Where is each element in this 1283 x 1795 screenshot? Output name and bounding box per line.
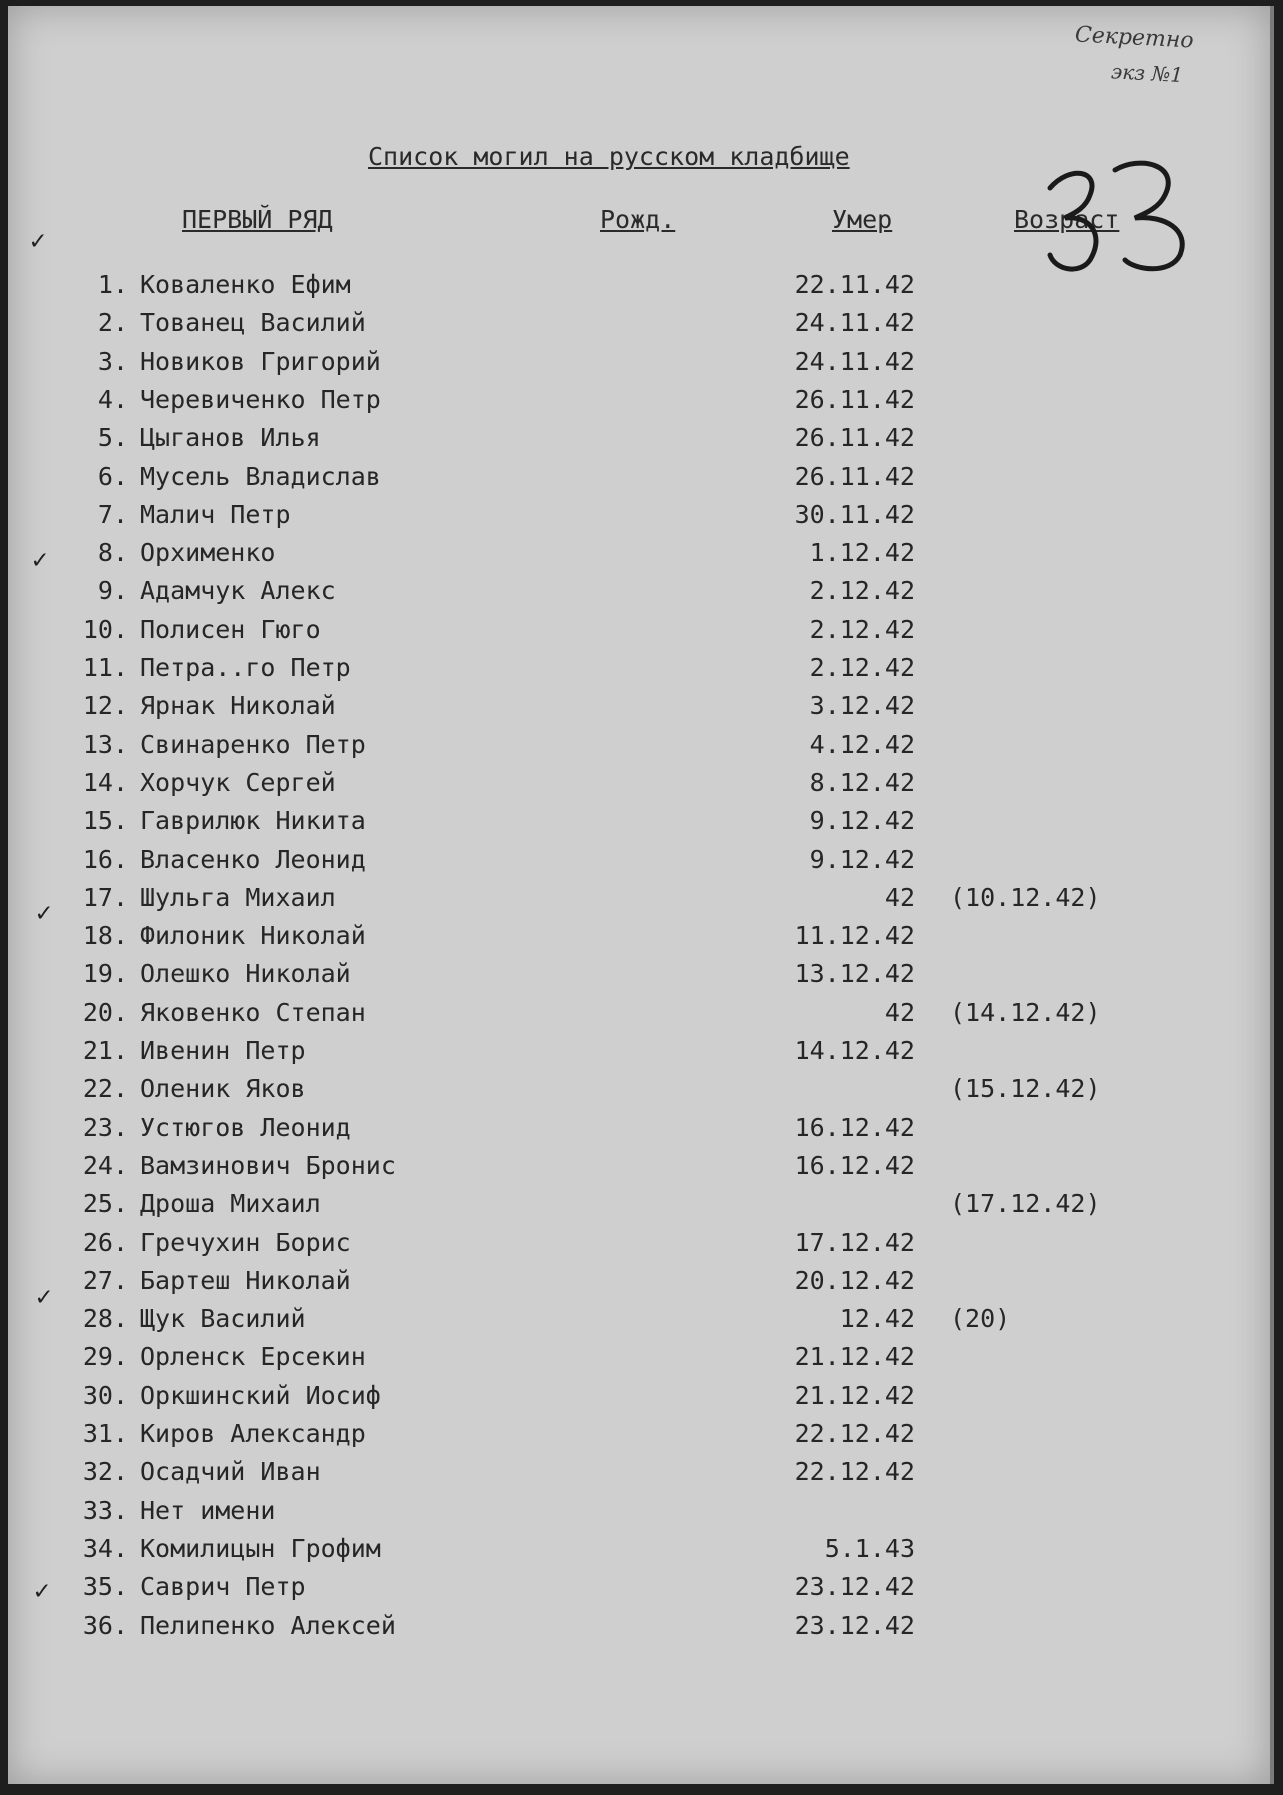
- entry-name: Филоник Николай: [140, 921, 366, 950]
- entry-name: Цыганов Илья: [140, 423, 321, 452]
- entry-name: Саврич Петр: [140, 1572, 306, 1601]
- entry-name: Власенко Леонид: [140, 845, 366, 874]
- entry-died-date: 26.11.42: [794, 423, 915, 452]
- entry-name: Ивенин Петр: [140, 1036, 306, 1065]
- entry-number: 25.: [82, 1189, 128, 1218]
- entry-number: 28.: [82, 1304, 128, 1333]
- entry-died-date: 1.12.42: [809, 538, 915, 567]
- entry-name: Свинаренко Петр: [140, 730, 366, 759]
- entry-number: 22.: [82, 1074, 128, 1103]
- entry-number: 3.: [97, 347, 128, 376]
- entry-died-date: 42: [884, 883, 915, 912]
- entry-note: (17.12.42): [950, 1189, 1101, 1218]
- entry-died-date: 4.12.42: [809, 730, 915, 759]
- entry-name: Нет имени: [140, 1496, 276, 1525]
- column-header-age: Возраст: [1014, 205, 1120, 234]
- entry-name: Вамзинович Бронис: [140, 1151, 396, 1180]
- entry-note: (15.12.42): [950, 1074, 1101, 1103]
- entry-number: 7.: [97, 500, 128, 529]
- entry-number: 18.: [82, 921, 128, 950]
- entry-died-date: 23.12.42: [794, 1572, 915, 1601]
- entry-number: 20.: [82, 998, 128, 1027]
- entry-number: 21.: [82, 1036, 128, 1065]
- column-header-born: Рожд.: [600, 205, 676, 234]
- entry-name: Пелипенко Алексей: [140, 1611, 396, 1640]
- entry-number: 8.: [97, 538, 128, 567]
- entry-name: Гаврилюк Никита: [140, 806, 366, 835]
- entry-died-date: 20.12.42: [794, 1266, 915, 1295]
- entry-name: Оленик Яков: [140, 1074, 306, 1103]
- entry-died-date: 13.12.42: [794, 959, 915, 988]
- entry-died-date: 5.1.43: [824, 1534, 915, 1563]
- entry-died-date: 2.12.42: [809, 615, 915, 644]
- entry-died-date: 14.12.42: [794, 1036, 915, 1065]
- entry-died-date: 8.12.42: [809, 768, 915, 797]
- entry-died-date: 22.11.42: [794, 270, 915, 299]
- entry-number: 14.: [82, 768, 128, 797]
- entry-number: 30.: [82, 1381, 128, 1410]
- entry-died-date: 2.12.42: [809, 576, 915, 605]
- entry-name: Шульга Михаил: [140, 883, 336, 912]
- entry-name: Мусель Владислав: [140, 462, 381, 491]
- entry-died-date: 2.12.42: [809, 653, 915, 682]
- entry-number: 17.: [82, 883, 128, 912]
- entry-number: 34.: [82, 1534, 128, 1563]
- entry-died-date: 26.11.42: [794, 385, 915, 414]
- check-mark-icon: ✓: [30, 226, 46, 256]
- entry-died-date: 16.12.42: [794, 1113, 915, 1142]
- entry-number: 5.: [97, 423, 128, 452]
- entry-died-date: 9.12.42: [809, 845, 915, 874]
- entry-number: 35.: [82, 1572, 128, 1601]
- entry-died-date: 21.12.42: [794, 1381, 915, 1410]
- entry-name: Адамчук Алекс: [140, 576, 336, 605]
- entry-number: 10.: [82, 615, 128, 644]
- entry-died-date: 3.12.42: [809, 691, 915, 720]
- entry-number: 6.: [97, 462, 128, 491]
- entry-name: Комилицын Грофим: [140, 1534, 381, 1563]
- entry-died-date: 30.11.42: [794, 500, 915, 529]
- entry-died-date: 24.11.42: [794, 347, 915, 376]
- entry-number: 4.: [97, 385, 128, 414]
- document-title: Список могил на русском кладбище: [368, 142, 850, 171]
- entry-died-date: 23.12.42: [794, 1611, 915, 1640]
- entry-died-date: 11.12.42: [794, 921, 915, 950]
- entry-name: Устюгов Леонид: [140, 1113, 351, 1142]
- entry-note: (20): [950, 1304, 1011, 1333]
- entry-died-date: 12.42: [839, 1304, 915, 1333]
- entry-died-date: 9.12.42: [809, 806, 915, 835]
- entry-number: 31.: [82, 1419, 128, 1448]
- entry-name: Малич Петр: [140, 500, 291, 529]
- entry-name: Олешко Николай: [140, 959, 351, 988]
- entry-died-date: 22.12.42: [794, 1457, 915, 1486]
- entry-number: 13.: [82, 730, 128, 759]
- entry-name: Петра..го Петр: [140, 653, 351, 682]
- entry-name: Осадчий Иван: [140, 1457, 321, 1486]
- entry-number: 24.: [82, 1151, 128, 1180]
- entry-number: 9.: [97, 576, 128, 605]
- entry-name: Новиков Григорий: [140, 347, 381, 376]
- entry-name: Гречухин Борис: [140, 1228, 351, 1257]
- handwritten-page-number: [1030, 160, 1210, 280]
- entry-number: 19.: [82, 959, 128, 988]
- entry-name: Орленск Ерсекин: [140, 1342, 366, 1371]
- entry-name: Коваленко Ефим: [140, 270, 351, 299]
- entry-number: 32.: [82, 1457, 128, 1486]
- entry-note: (14.12.42): [950, 998, 1101, 1027]
- entry-name: Тованец Василий: [140, 308, 366, 337]
- entry-died-date: 42: [884, 998, 915, 1027]
- entry-name: Полисен Гюго: [140, 615, 321, 644]
- entry-name: Щук Василий: [140, 1304, 306, 1333]
- secrecy-line-2: экз №1: [1110, 59, 1184, 88]
- entry-name: Хорчук Сергей: [140, 768, 336, 797]
- entry-name: Яковенко Степан: [140, 998, 366, 1027]
- check-mark-icon: ✓: [36, 898, 52, 928]
- entry-died-date: 22.12.42: [794, 1419, 915, 1448]
- entry-died-date: 24.11.42: [794, 308, 915, 337]
- entry-name: Дроша Михаил: [140, 1189, 321, 1218]
- entry-number: 1.: [97, 270, 128, 299]
- entry-number: 2.: [97, 308, 128, 337]
- entry-number: 29.: [82, 1342, 128, 1371]
- entry-number: 15.: [82, 806, 128, 835]
- check-mark-icon: ✓: [34, 1576, 50, 1606]
- entry-name: Орхименко: [140, 538, 276, 567]
- entry-number: 26.: [82, 1228, 128, 1257]
- check-mark-icon: ✓: [36, 1282, 52, 1312]
- entry-number: 11.: [82, 653, 128, 682]
- entry-note: (10.12.42): [950, 883, 1101, 912]
- entry-died-date: 26.11.42: [794, 462, 915, 491]
- secrecy-mark: [1072, 18, 1215, 93]
- entry-number: 16.: [82, 845, 128, 874]
- check-mark-icon: ✓: [32, 545, 48, 575]
- entry-name: Киров Александр: [140, 1419, 366, 1448]
- secrecy-line-1: Секретно: [1074, 22, 1195, 54]
- entry-name: Бартеш Николай: [140, 1266, 351, 1295]
- entry-name: Черевиченко Петр: [140, 385, 381, 414]
- column-header-died: Умер: [832, 205, 893, 234]
- entry-number: 23.: [82, 1113, 128, 1142]
- entry-died-date: 16.12.42: [794, 1151, 915, 1180]
- entry-died-date: 17.12.42: [794, 1228, 915, 1257]
- column-header-row: ПЕРВЫЙ РЯД: [182, 205, 333, 234]
- entry-number: 12.: [82, 691, 128, 720]
- entry-number: 27.: [82, 1266, 128, 1295]
- entry-died-date: 21.12.42: [794, 1342, 915, 1371]
- entry-number: 33.: [82, 1496, 128, 1525]
- entry-number: 36.: [82, 1611, 128, 1640]
- entry-name: Ярнак Николай: [140, 691, 336, 720]
- entry-name: Оркшинский Иосиф: [140, 1381, 381, 1410]
